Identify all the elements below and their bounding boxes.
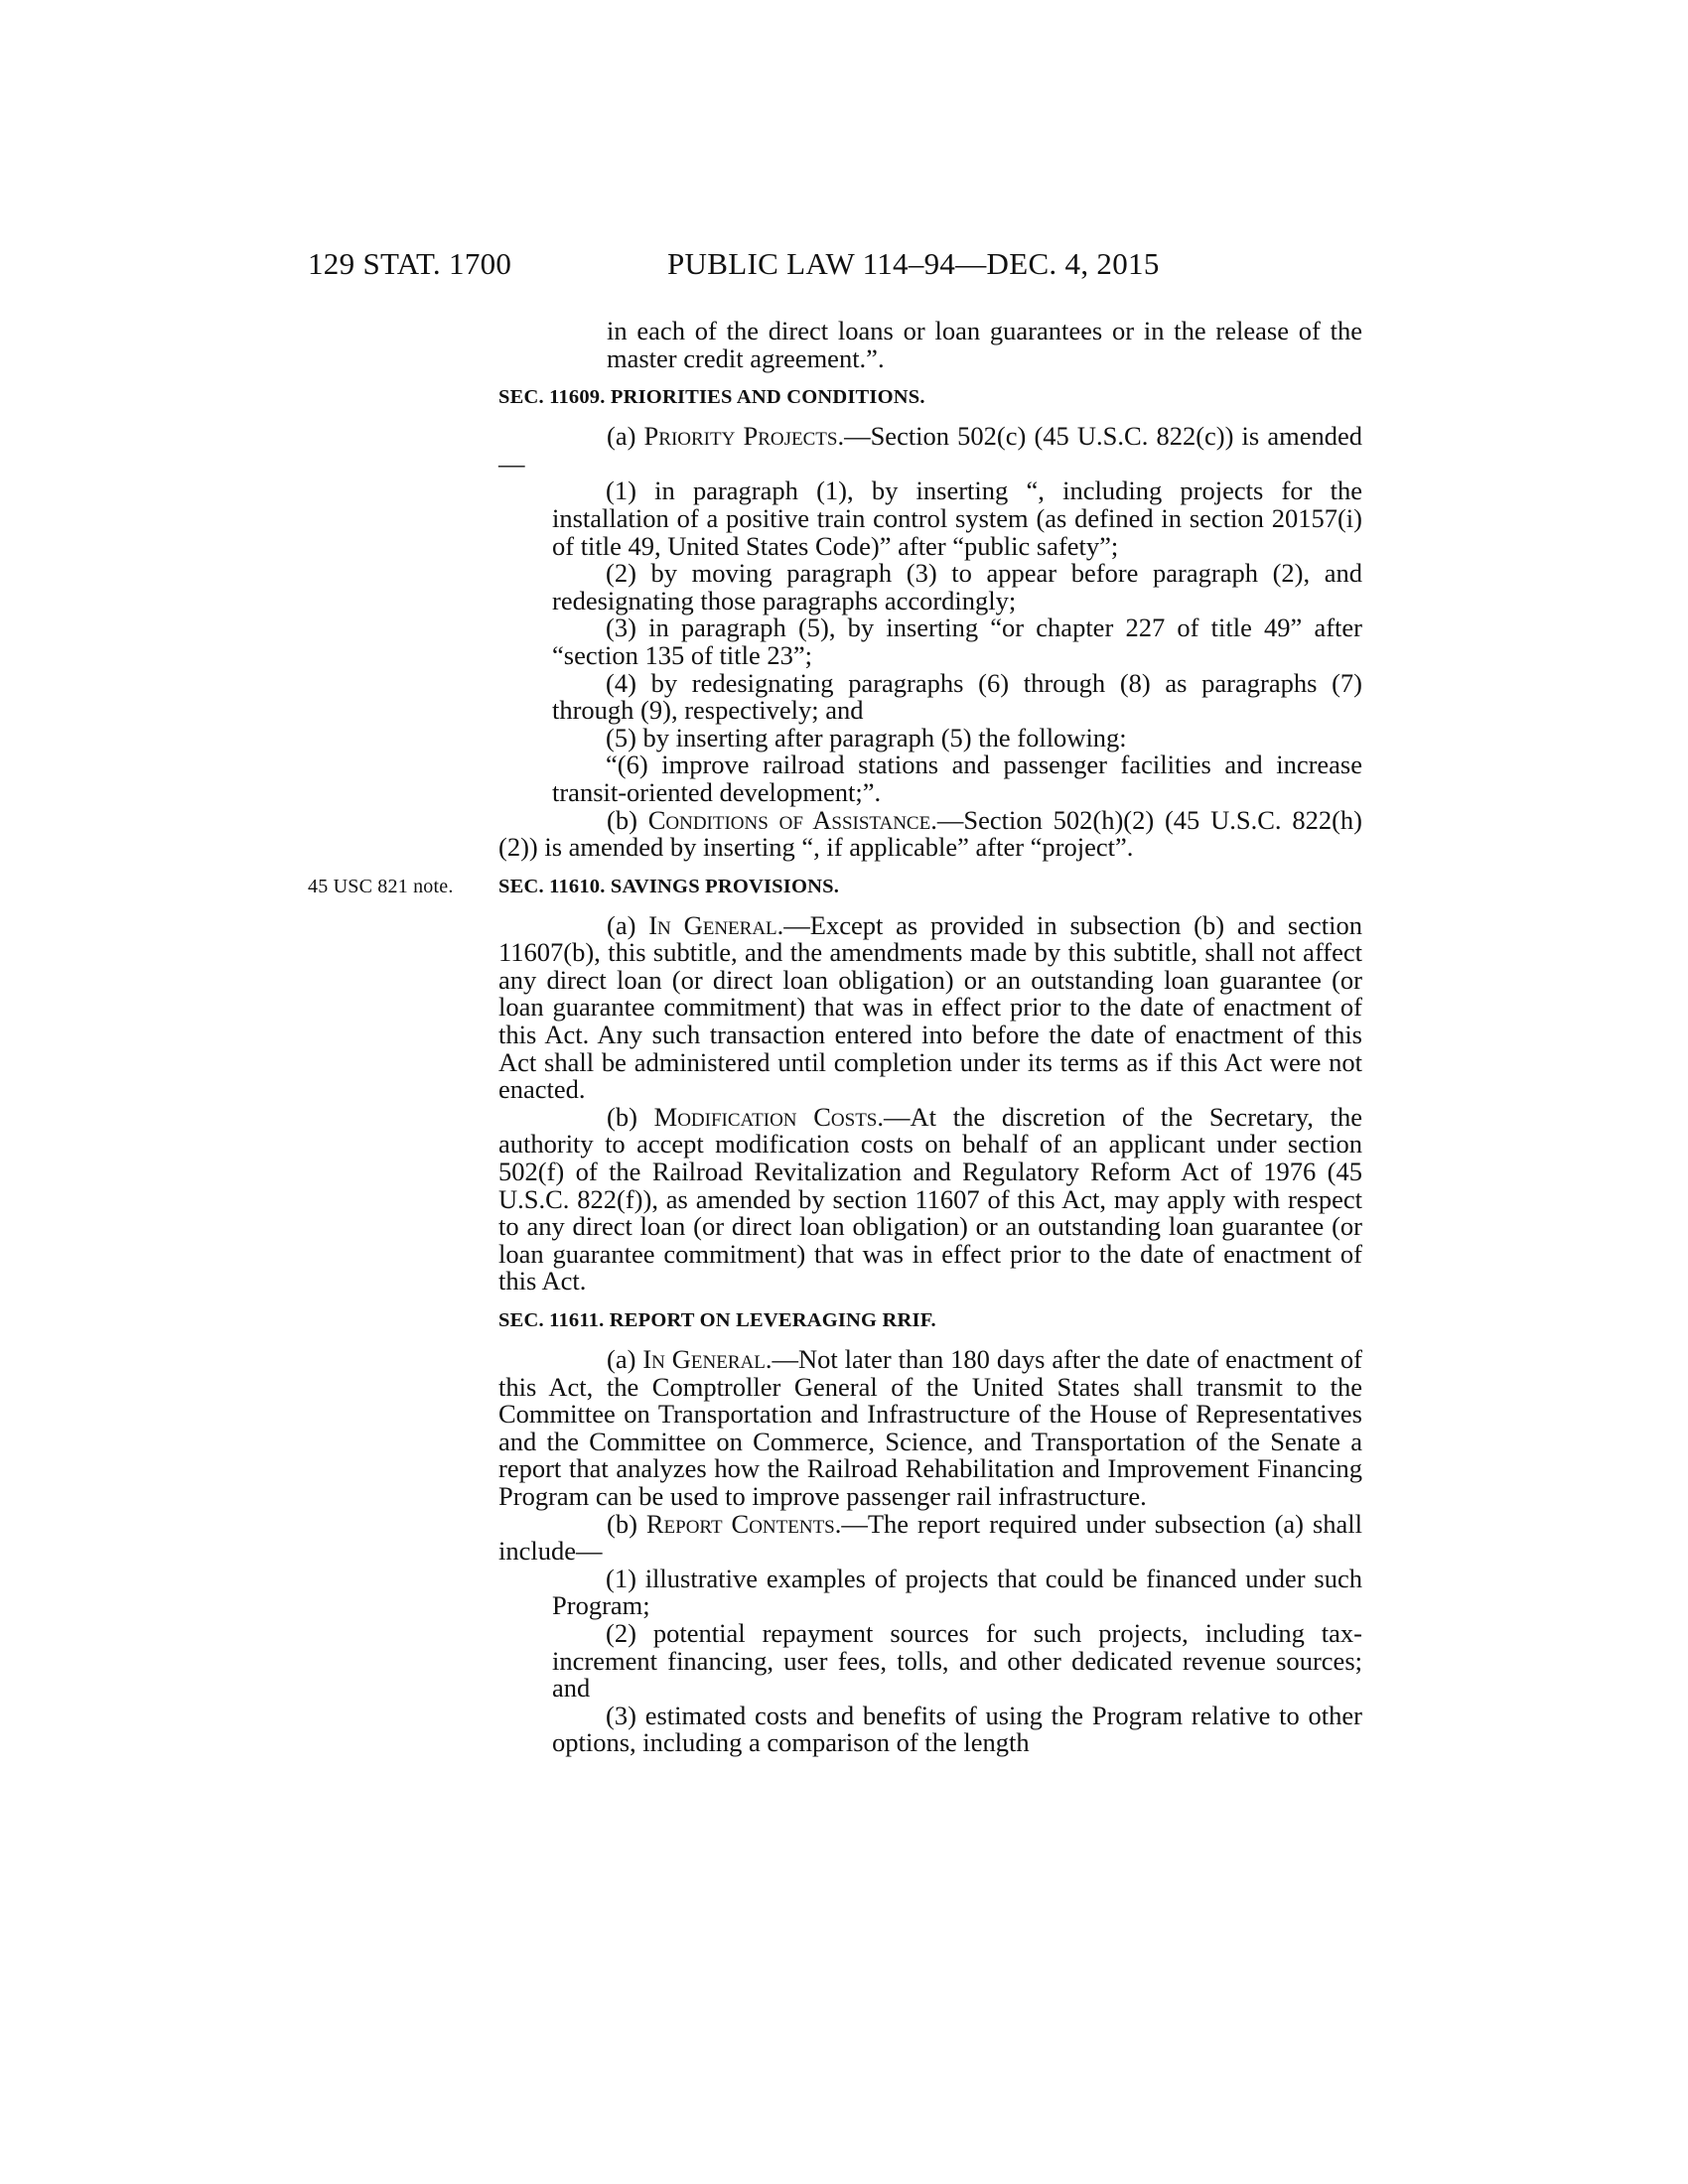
sec-11609-paragraph-1: (1) in paragraph (1), by inserting “, including projects for the installation of a positive train control system (as defined in section 20157(i) of title 49, United States Code)” after “public safety”; — [552, 476, 1362, 561]
margin-note: 45 USC 821 note. — [308, 875, 454, 897]
sec-11611-subsection-b: (b) Report Contents.—The report required under subsection (a) shall include— — [498, 1508, 1363, 1567]
continuation-text: in each of the direct loans or loan guarantees or in the release of the master credit agreement.”. — [607, 316, 1362, 373]
sec-11611-paragraph-1: (1) illustrative examples of projects that could be financed under such Program; — [552, 1563, 1362, 1621]
sec-11610-subsection-a: (a) In General.—Except as provided in subsection (b) and section 11607(b), this subtitle, and the amendments made by this subtitle, shall not affect any direct loan (or direct loan obligation) or an outstanding loan guarantee (or loan guarantee commitment) that was in effect prior to the date of enactment of this Act. Any such transaction entered into before the date of enactment of this Act shall be administered until completion under its terms as if this Act were not enacted. — [498, 909, 1362, 1105]
sec-11611-paragraph-2: (2) potential repayment sources for such projects, including tax-increment financing, user fees, tolls, and other dedicated revenue sources; and — [552, 1617, 1362, 1704]
sec-11610-heading-block — [308, 875, 1362, 898]
page-stat-citation: 129 STAT. 1700 — [308, 246, 512, 281]
sec-11611-subsection-a: (a) In General.—Not later than 180 days after the date of enactment of this Act, the Comptroller General of the United States shall transmit to the Committee on Transportation and Infrastructure of the House of Representatives and the Committee on Commerce, Science, and Transportation of the Senate a report that analyzes how the Railroad Rehabilitation and Improvement Financing Program can be used to improve passenger rail infrastructure. — [498, 1344, 1362, 1511]
sec-11609-paragraph-5: (5) by inserting after paragraph (5) the following: — [606, 722, 1127, 752]
sec-11611-paragraph-3: (3) estimated costs and benefits of using the Program relative to other options, including a comparison of the length — [552, 1700, 1362, 1758]
sec-11609-heading: SEC. 11609. PRIORITIES AND CONDITIONS. — [498, 386, 925, 409]
sec-11609-subsection-a: (a) Priority Projects.—Section 502(c) (45 U.S.C. 822(c)) is amended— — [498, 421, 1362, 478]
sec-11610-heading: SEC. 11610. SAVINGS PROVISIONS. — [498, 875, 840, 897]
running-header: PUBLIC LAW 114–94—DEC. 4, 2015 — [667, 246, 1160, 281]
sec-11609-paragraph-3: (3) in paragraph (5), by inserting “or chapter 227 of title 49” after “section 135 of title 23”; — [552, 613, 1362, 670]
sec-11609-paragraph-4: (4) by redesignating paragraphs (6) through (8) as paragraphs (7) through (9), respectively; and — [552, 667, 1362, 726]
sec-11610-subsection-b: (b) Modification Costs.—At the discretion of the Secretary, the authority to accept modification costs on behalf of an applicant under section 502(f) of the Railroad Revitalization and Regulatory Reform Act of 1976 (45 U.S.C. 822(f)), as amended by section 11607 of this Act, may apply with respect to any direct loan (or direct loan obligation) or an outstanding loan guarantee (or loan guarantee commitment) that was in effect prior to the date of enactment of this Act. — [498, 1101, 1362, 1297]
document-body — [308, 316, 1363, 1758]
sec-11609-subsection-b: (b) Conditions of Assistance.—Section 502(h)(2) (45 U.S.C. 822(h)(2)) is amended by inserting “, if applicable” after “project”. — [498, 804, 1362, 863]
sec-11611-heading: SEC. 11611. REPORT ON LEVERAGING RRIF. — [498, 1309, 936, 1331]
sec-11609-paragraph-2: (2) by moving paragraph (3) to appear before paragraph (2), and redesignating those paragraphs accordingly; — [552, 558, 1362, 615]
sec-11609-quoted-paragraph-6: “(6) improve railroad stations and passenger facilities and increase transit-oriented development;”. — [552, 750, 1362, 807]
